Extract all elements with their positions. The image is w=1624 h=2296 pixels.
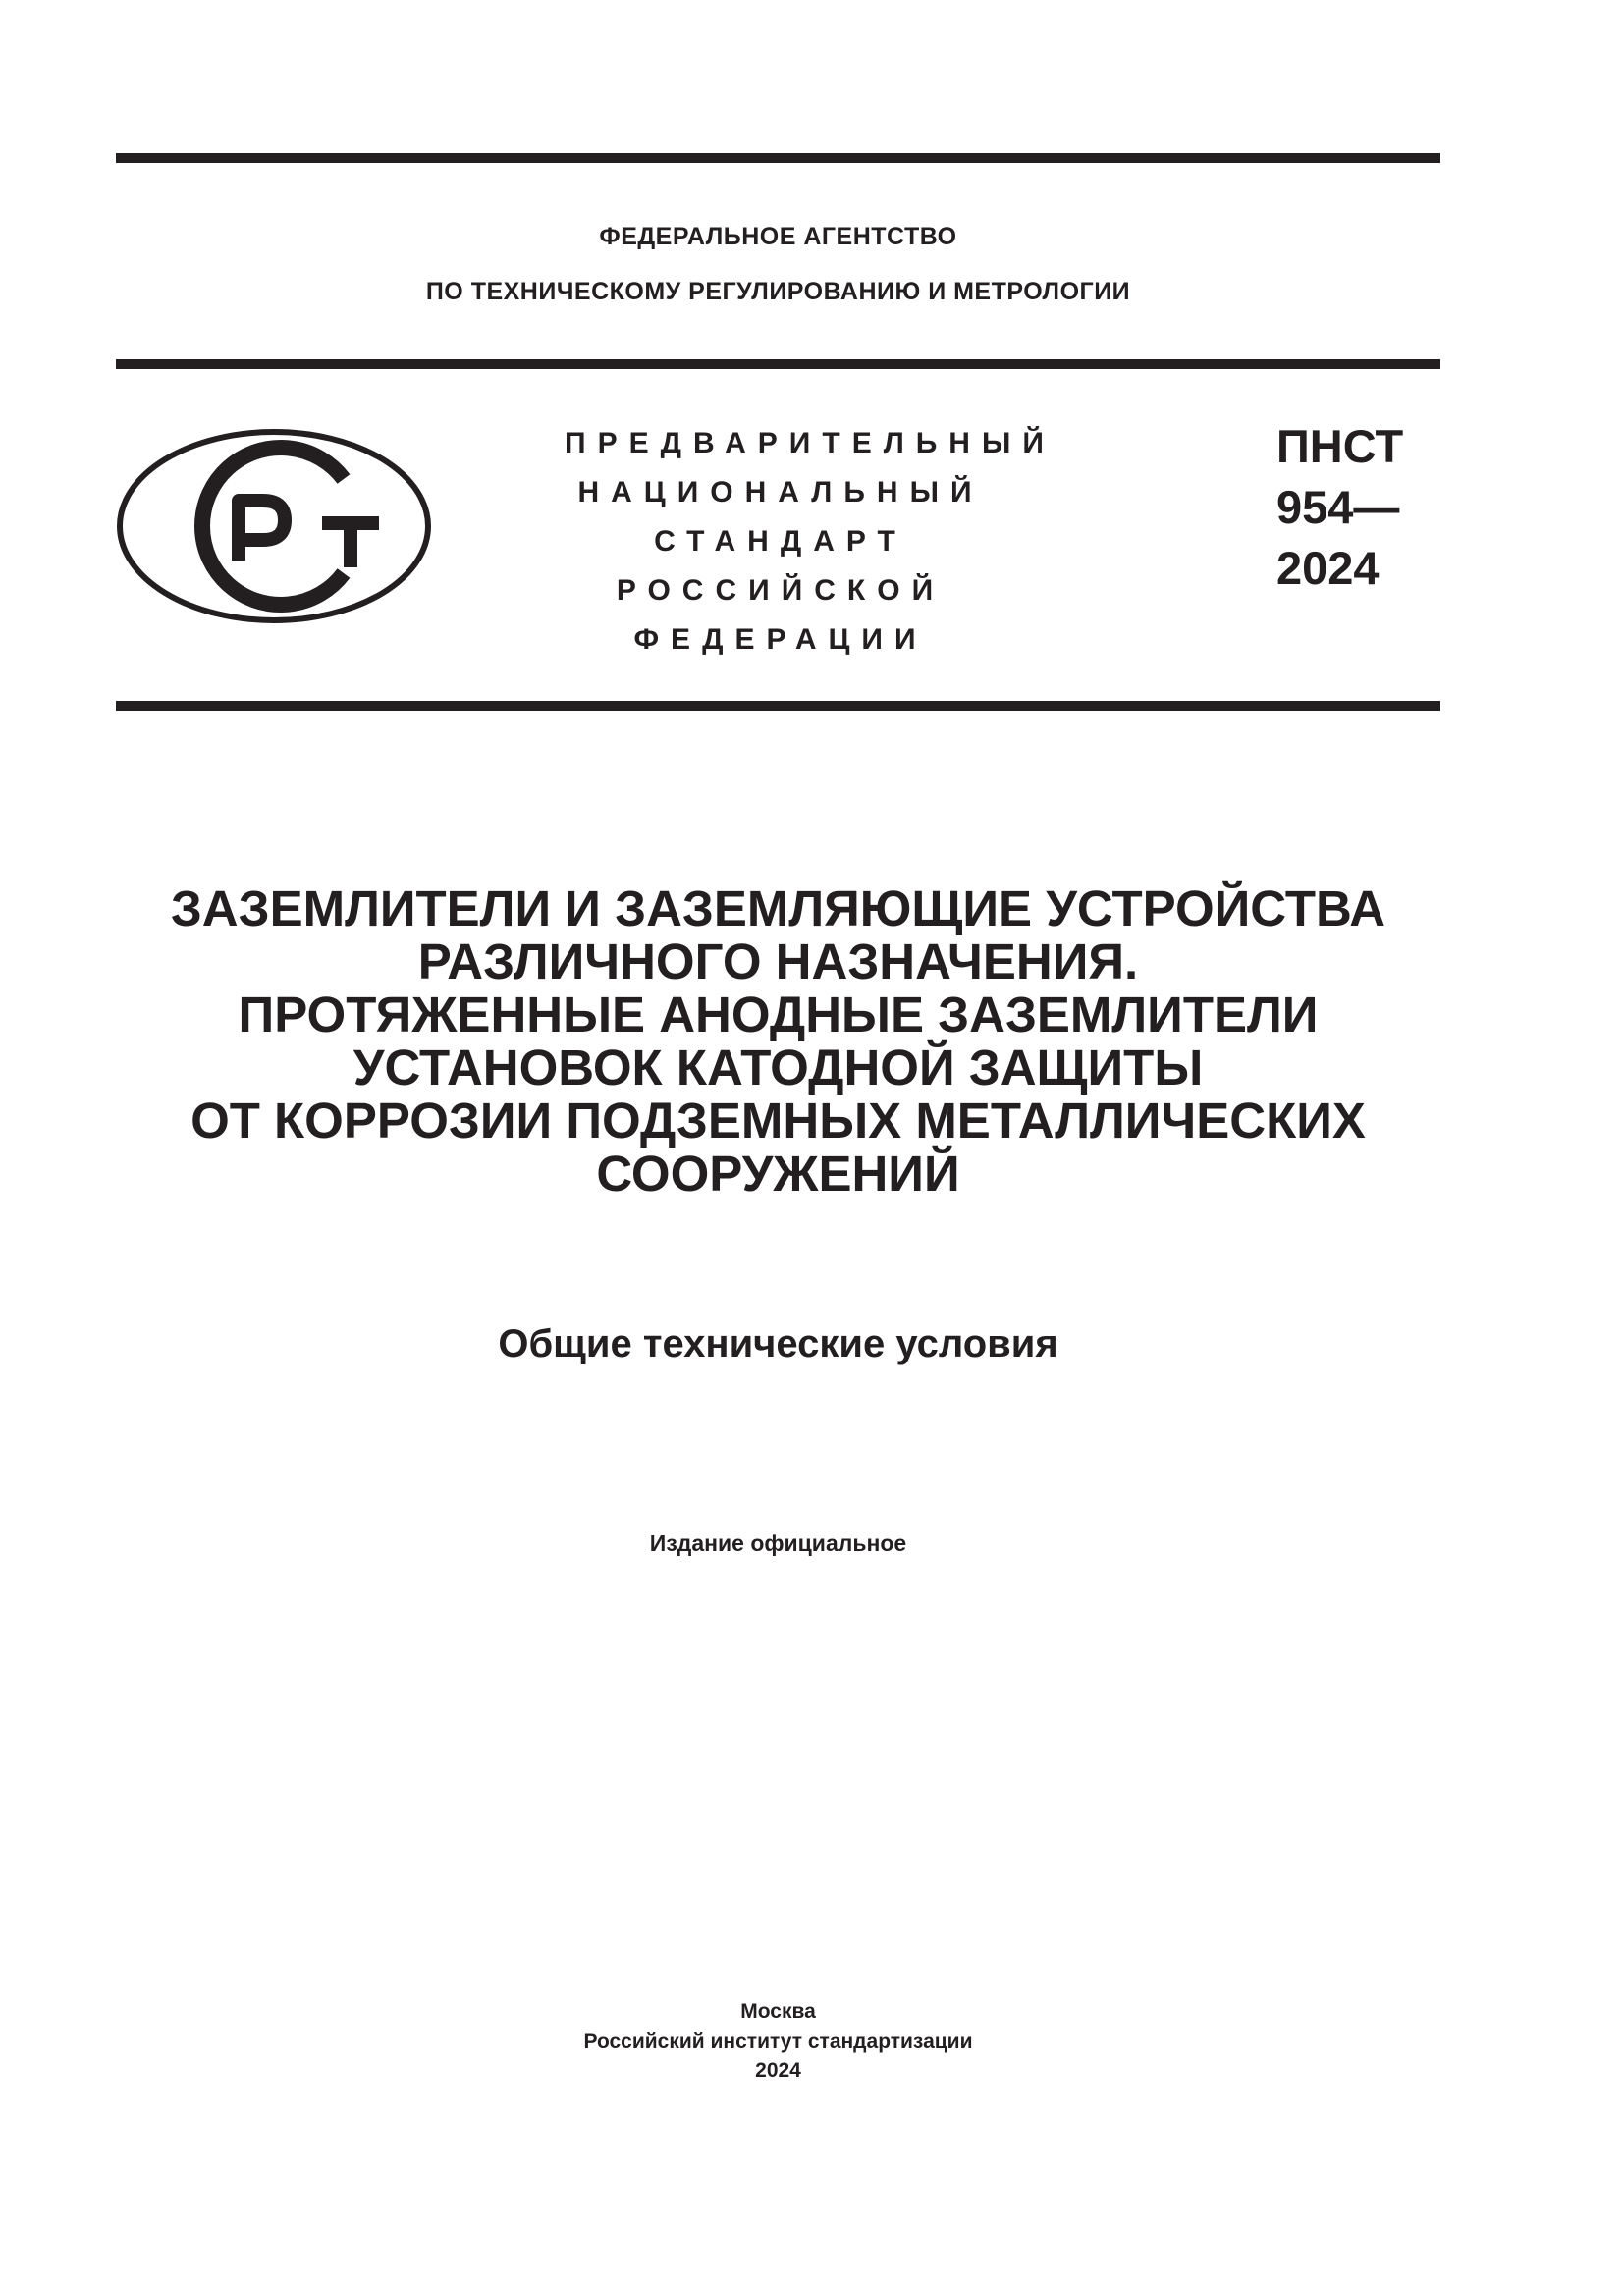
title-line: РАЗЛИЧНОГО НАЗНАЧЕНИЯ.	[417, 934, 1139, 989]
title-line: ОТ КОРРОЗИИ ПОДЗЕМНЫХ МЕТАЛЛИЧЕСКИХ	[190, 1093, 1366, 1148]
standard-code	[1276, 416, 1403, 599]
document-subtitle: Общие технические условия	[498, 1322, 1058, 1365]
top-rule	[116, 153, 1440, 163]
imprint-city: Москва	[740, 2001, 816, 2023]
header-bottom-rule	[116, 701, 1440, 711]
edition-label: Издание официальное	[649, 1530, 907, 1556]
agency-name-line1: ФЕДЕРАЛЬНОЕ АГЕНТСТВО	[599, 223, 957, 250]
standard-code-year: 2024	[1276, 542, 1380, 594]
title-line: ЗАЗЕМЛИТЕЛИ И ЗАЗЕМЛЯЮЩИЕ УСТРОЙСТВА	[170, 881, 1386, 936]
standard-type-line: СТАНДАРТ	[654, 525, 907, 558]
imprint-year: 2024	[755, 2059, 801, 2082]
title-line: СООРУЖЕНИЙ	[596, 1146, 960, 1201]
standard-type	[565, 419, 1056, 665]
imprint-publisher: Российский институт стандартизации	[583, 2030, 973, 2053]
title-line: УСТАНОВОК КАТОДНОЙ ЗАЩИТЫ	[352, 1040, 1204, 1095]
standard-type-line: ПРЕДВАРИТЕЛЬНЫЙ	[565, 427, 1056, 459]
header-divider	[116, 359, 1440, 369]
imprint	[116, 1998, 1440, 2086]
agency-name-line2: ПО ТЕХНИЧЕСКОМУ РЕГУЛИРОВАНИЮ И МЕТРОЛОГИИ	[425, 278, 1131, 305]
document-title	[98, 882, 1458, 1201]
standard-code-number: 954—	[1276, 481, 1400, 533]
standard-type-line: ФЕДЕРАЦИИ	[633, 623, 928, 656]
standard-type-line: НАЦИОНАЛЬНЫЙ	[577, 476, 984, 508]
title-line: ПРОТЯЖЕННЫЕ АНОДНЫЕ ЗАЗЕМЛИТЕЛИ	[238, 987, 1319, 1042]
gost-r-logo-icon	[116, 428, 432, 624]
standard-type-line: РОССИЙСКОЙ	[616, 574, 946, 607]
standard-code-prefix: ПНСТ	[1276, 420, 1404, 472]
